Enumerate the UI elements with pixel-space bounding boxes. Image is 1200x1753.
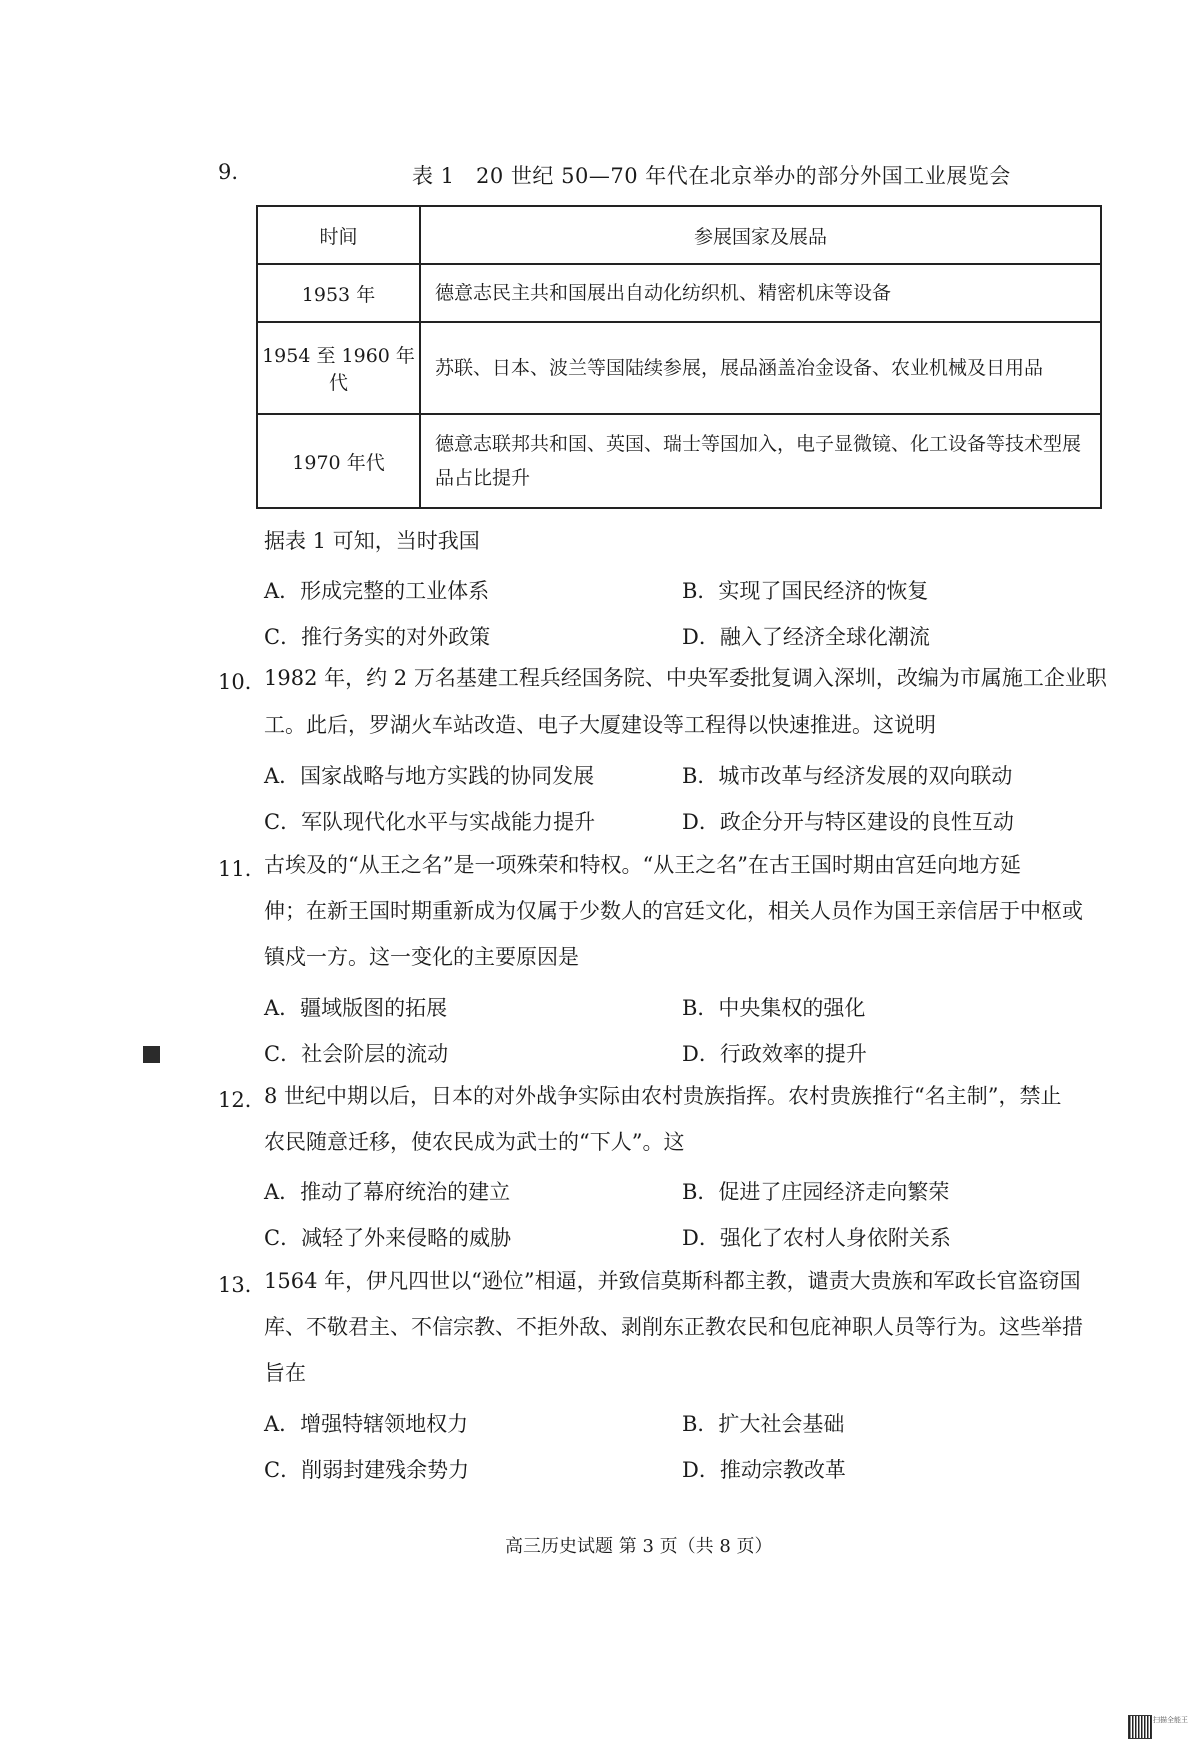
question-13-line: 库、不敬君主、不信宗教、不拒外敌、剥削东正教农民和包庇神职人员等行为。这些举措: [264, 1315, 1083, 1339]
question-9-option-a[interactable]: A．形成完整的工业体系: [264, 579, 490, 603]
question-10-line: 工。此后，罗湖火车站改造、电子大厦建设等工程得以快速推进。这说明: [264, 713, 936, 737]
question-10-number: 10．: [218, 670, 266, 694]
table-cell-time: 1970 年代: [257, 414, 420, 508]
table-cell-time: 1953 年: [257, 264, 420, 322]
question-11-number: 11．: [218, 857, 266, 881]
table-cell-time: 1954 至 1960 年代: [257, 322, 420, 414]
binding-margin-mark: [143, 1046, 160, 1063]
question-11-line: 伸；在新王国时期重新成为仅属于少数人的宫廷文化，相关人员作为国王亲信居于中枢或: [264, 899, 1083, 923]
question-11-line: 古埃及的“从王之名”是一项殊荣和特权。“从王之名”在古王国时期由宫廷向地方延: [264, 853, 1021, 877]
question-11-option-d[interactable]: D．行政效率的提升: [682, 1042, 867, 1066]
table-cell-desc: 德意志民主共和国展出自动化纺织机、精密机床等设备: [420, 264, 1101, 322]
qr-code-icon: [1128, 1715, 1152, 1739]
question-12-number: 12．: [218, 1088, 266, 1112]
question-13-option-b[interactable]: B．扩大社会基础: [682, 1412, 845, 1436]
question-12-line: 农民随意迁移，使农民成为武士的“下人”。这: [264, 1130, 685, 1154]
question-10-option-b[interactable]: B．城市改革与经济发展的双向联动: [682, 764, 1013, 788]
question-13-option-a[interactable]: A．增强特辖领地权力: [264, 1412, 469, 1436]
table-row: [257, 414, 1101, 508]
table-1-caption: 表 1 20 世纪 50—70 年代在北京举办的部分外国工业展览会: [412, 164, 1011, 188]
scanner-watermark: 扫描全能王: [1153, 1716, 1188, 1724]
question-12-option-c[interactable]: C．减轻了外来侵略的威胁: [264, 1226, 512, 1250]
question-12-option-b[interactable]: B．促进了庄园经济走向繁荣: [682, 1180, 950, 1204]
table-row: [257, 322, 1101, 414]
question-11-option-b[interactable]: B．中央集权的强化: [682, 996, 866, 1020]
question-11-line: 镇戍一方。这一变化的主要原因是: [264, 945, 579, 969]
question-10-option-a[interactable]: A．国家战略与地方实践的协同发展: [264, 764, 595, 788]
question-9-stem: 据表 1 可知，当时我国: [264, 529, 480, 553]
question-12-line: 8 世纪中期以后，日本的对外战争实际由农村贵族指挥。农村贵族推行“名主制”，禁止: [264, 1084, 1062, 1108]
question-11-option-a[interactable]: A．疆域版图的拓展: [264, 996, 448, 1020]
exhibition-table: [256, 205, 1102, 509]
question-11-option-c[interactable]: C．社会阶层的流动: [264, 1042, 449, 1066]
table-header-countries: 参展国家及展品: [420, 206, 1101, 264]
question-12-option-a[interactable]: A．推动了幕府统治的建立: [264, 1180, 511, 1204]
table-cell-desc: 德意志联邦共和国、英国、瑞士等国加入，电子显微镜、化工设备等技术型展品占比提升: [420, 414, 1101, 508]
table-row: [257, 264, 1101, 322]
question-10-option-d[interactable]: D．政企分开与特区建设的良性互动: [682, 810, 1014, 834]
page-footer: 高三历史试题 第 3 页（共 8 页）: [505, 1536, 773, 1557]
table-header-time: 时间: [257, 206, 420, 264]
question-10-option-c[interactable]: C．军队现代化水平与实战能力提升: [264, 810, 596, 834]
question-13-number: 13．: [218, 1273, 266, 1297]
question-13-option-c[interactable]: C．削弱封建残余势力: [264, 1458, 470, 1482]
question-13-option-d[interactable]: D．推动宗教改革: [682, 1458, 846, 1482]
question-13-line: 1564 年，伊凡四世以“逊位”相逼，并致信莫斯科都主教，谴责大贵族和军政长官盗窃国: [264, 1269, 1081, 1293]
question-10-line: 1982 年，约 2 万名基建工程兵经国务院、中央军委批复调入深圳，改编为市属施工企业职: [264, 666, 1107, 690]
question-9-option-d[interactable]: D．融入了经济全球化潮流: [682, 625, 930, 649]
table-header-row: [257, 206, 1101, 264]
table-cell-desc: 苏联、日本、波兰等国陆续参展，展品涵盖冶金设备、农业机械及日用品: [420, 322, 1101, 414]
question-9-option-b[interactable]: B．实现了国民经济的恢复: [682, 579, 929, 603]
question-13-line: 旨在: [264, 1361, 306, 1385]
question-9-option-c[interactable]: C．推行务实的对外政策: [264, 625, 491, 649]
question-12-option-d[interactable]: D．强化了农村人身依附关系: [682, 1226, 951, 1250]
question-9-number: 9.: [218, 160, 239, 184]
